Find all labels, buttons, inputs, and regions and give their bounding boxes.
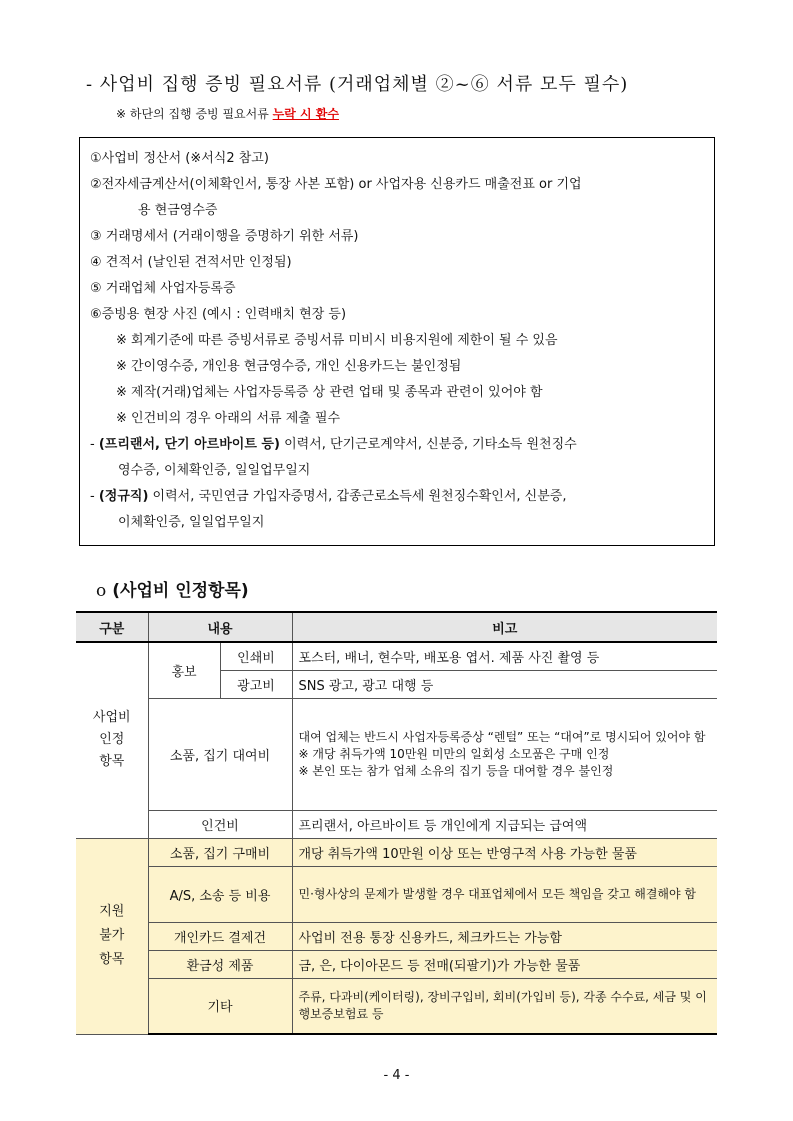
not-supported-note: 민·형사상의 문제가 발생할 경우 대표업체에서 모든 책임을 갖고 해결해야 함 xyxy=(292,866,717,922)
recognized-items-title: (사업비 인정항목) xyxy=(112,581,249,601)
ad-label: 광고비 xyxy=(220,670,292,698)
freelance-text: 이력서, 단기근로계약서, 신분증, 기타소득 원천징수 xyxy=(279,437,577,452)
page-number: - 4 - xyxy=(383,1068,410,1083)
bullet: o xyxy=(96,581,107,601)
recognized-group-label: 사업비 인정 항목 xyxy=(76,642,148,838)
header-content: 내용 xyxy=(148,612,292,642)
ad-note: SNS 광고, 광고 대행 등 xyxy=(292,670,717,698)
doc-item-5: ⑤ 거래업체 사업자등록증 xyxy=(90,281,236,296)
table-row xyxy=(76,810,717,838)
not-supported-note: 금, 은, 다이아몬드 등 전매(되팔기)가 가능한 물품 xyxy=(292,950,717,978)
doc-note-4: ※ 인건비의 경우 아래의 서류 제출 필수 xyxy=(116,411,341,426)
freelance-docs-cont: 영수증, 이체확인증, 일일업무일지 xyxy=(118,463,311,478)
table-row xyxy=(76,866,717,922)
doc-item-2-cont: 용 현금영수증 xyxy=(138,203,218,218)
regular-prefix: - xyxy=(90,489,99,504)
labor-note: 프리랜서, 아르바이트 등 개인에게 지급되는 급여액 xyxy=(292,810,717,838)
not-supported-item: A/S, 소송 등 비용 xyxy=(148,866,292,922)
table-row xyxy=(76,922,717,950)
doc-item-4: ④ 견적서 (날인된 견적서만 인정됨) xyxy=(90,255,292,270)
not-supported-note: 사업비 전용 통장 신용카드, 체크카드는 가능함 xyxy=(292,922,717,950)
not-supported-item: 소품, 집기 구매비 xyxy=(148,838,292,866)
required-docs-box xyxy=(79,137,715,546)
table-row xyxy=(76,838,717,866)
doc-item-6: ⑥증빙용 현장 사진 (예시 : 인력배치 현장 등) xyxy=(90,307,347,322)
rental-note xyxy=(292,698,717,810)
print-note: 포스터, 배너, 현수막, 배포용 엽서. 제품 사진 촬영 등 xyxy=(292,642,717,670)
table-row xyxy=(76,642,717,670)
doc-item-3: ③ 거래명세서 (거래이행을 증명하기 위한 서류) xyxy=(90,229,359,244)
not-supported-note: 주류, 다과비(케이터링), 장비구입비, 회비(가입비 등), 각종 수수료, 세금 및 이행보증보험료 등 xyxy=(292,978,717,1034)
recognized-items-heading xyxy=(96,576,249,601)
rental-note-2: ※ 개당 취득가액 10만원 미만의 일회성 소모품은 구매 인정 xyxy=(298,746,610,761)
regular-docs xyxy=(90,484,702,510)
not-supported-note: 개당 취득가액 10만원 이상 또는 반영구적 사용 가능한 물품 xyxy=(292,838,717,866)
freelance-label: (프리랜서, 단기 아르바이트 등) xyxy=(98,437,280,452)
table-header-row xyxy=(76,612,717,642)
required-docs-note xyxy=(116,105,339,122)
header-category: 구분 xyxy=(76,612,148,642)
not-supported-group-label: 지원 불가 항목 xyxy=(76,838,148,1034)
regular-text: 이력서, 국민연금 가입자증명서, 갑종근로소득세 원천징수확인서, 신분증, xyxy=(148,489,567,504)
rental-note-3: ※ 본인 또는 참가 업체 소유의 집기 등을 대여할 경우 불인정 xyxy=(298,763,614,778)
rental-label: 소품, 집기 대여비 xyxy=(148,698,292,810)
promo-label: 홍보 xyxy=(148,642,220,698)
table-row xyxy=(76,950,717,978)
not-supported-item: 기타 xyxy=(148,978,292,1034)
table-row xyxy=(76,978,717,1034)
regular-docs-cont: 이체확인증, 일일업무일지 xyxy=(118,515,265,530)
doc-note-1: ※ 회계기준에 따른 증빙서류로 증빙서류 미비시 비용지원에 제한이 될 수 있음 xyxy=(116,333,558,348)
not-supported-item: 개인카드 결제건 xyxy=(148,922,292,950)
section-heading: - 사업비 집행 증빙 필요서류 (거래업체별 ②~⑥ 서류 모두 필수) xyxy=(86,74,629,95)
expense-table xyxy=(76,611,717,1035)
note-prefix: ※ 하단의 집행 증빙 필요서류 xyxy=(116,107,273,121)
header-remarks: 비고 xyxy=(292,612,717,642)
doc-item-2: ②전자세금계산서(이체확인서, 통장 사본 포함) or 사업자용 신용카드 매출전표 or 기업 xyxy=(90,177,582,192)
not-supported-item: 환금성 제품 xyxy=(148,950,292,978)
doc-note-3: ※ 제작(거래)업체는 사업자등록증 상 관련 업태 및 종목과 관련이 있어야 함 xyxy=(116,385,543,400)
doc-note-2: ※ 간이영수증, 개인용 현금영수증, 개인 신용카드는 불인정됨 xyxy=(116,359,462,374)
print-label: 인쇄비 xyxy=(220,642,292,670)
note-warning: 누락 시 환수 xyxy=(272,107,339,121)
freelance-prefix: - xyxy=(90,437,99,452)
labor-label: 인건비 xyxy=(148,810,292,838)
freelance-docs xyxy=(90,432,702,458)
regular-label: (정규직) xyxy=(98,489,149,504)
doc-item-1: ①사업비 정산서 (※서식2 참고) xyxy=(90,151,269,166)
rental-note-1: 대여 업체는 반드시 사업자등록증상 “렌털” 또는 “대여”로 명시되어 있어야 함 xyxy=(298,729,706,744)
table-row xyxy=(76,698,717,810)
